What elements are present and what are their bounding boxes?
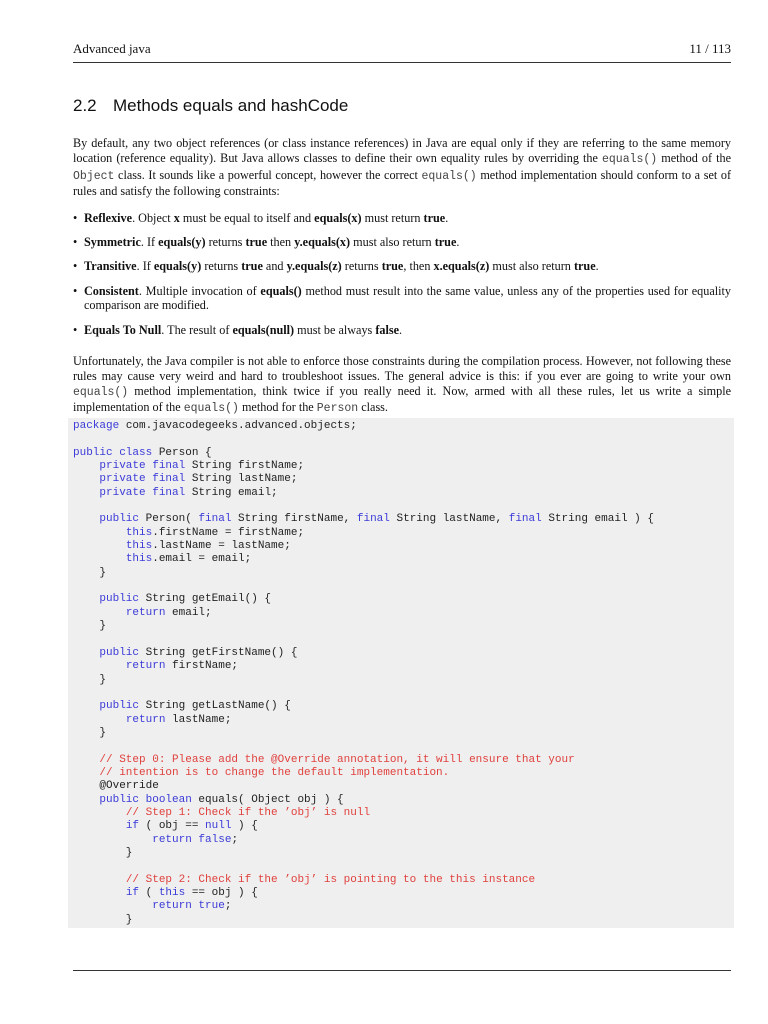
code-text: ) { <box>231 820 258 833</box>
code-keyword: false <box>191 833 232 846</box>
term: Reflexive <box>84 211 133 225</box>
code-text <box>73 807 126 819</box>
text-run: . Multiple invocation of <box>138 283 261 298</box>
text-run: . If <box>136 259 154 274</box>
code-text <box>73 513 99 525</box>
text-run: . If <box>140 235 159 250</box>
code-text <box>73 700 99 712</box>
code-text: } <box>73 566 107 579</box>
bold-run: x <box>173 211 180 225</box>
code-text: String firstName, <box>231 513 357 526</box>
inline-code: equals() <box>183 402 239 416</box>
code-text: com.javacodegeeks.advanced.objects; <box>119 420 357 432</box>
bold-run: x.equals(z) <box>433 259 490 274</box>
code-keyword: this <box>158 887 186 900</box>
text-run: class. It sounds like a powerful concept, however the correct <box>114 167 422 182</box>
code-keyword: private <box>99 473 146 486</box>
code-line <box>73 874 535 886</box>
code-text: String email; <box>185 486 278 499</box>
code-keyword: final <box>198 513 232 526</box>
code-comment: // intention is to change the default implementation. <box>99 766 450 779</box>
code-text: } <box>73 913 133 926</box>
code-keyword: final <box>145 486 186 499</box>
code-keyword: final <box>508 513 542 526</box>
code-text <box>73 647 99 659</box>
code-text <box>73 540 126 552</box>
code-keyword: package <box>73 420 120 432</box>
text-run: . Object <box>132 211 174 225</box>
page-number: 11 / 113 <box>689 41 731 56</box>
code-text: Person { <box>152 446 212 459</box>
code-text <box>73 660 126 672</box>
code-keyword: this <box>125 540 153 553</box>
code-keyword: class <box>112 446 153 459</box>
code-keyword: public <box>99 593 140 606</box>
code-text <box>73 553 126 565</box>
code-text <box>73 794 99 806</box>
code-text <box>73 473 99 485</box>
code-line <box>73 447 212 459</box>
code-text: ( obj == <box>139 820 206 833</box>
code-text: String getLastName() { <box>139 700 291 713</box>
text-run: must also return <box>350 235 435 250</box>
code-text: } <box>73 726 107 739</box>
bold-run: equals(null) <box>232 322 295 337</box>
text-run: method implementation should conform to a set of rules and satisfy the following constraints: <box>73 167 732 199</box>
code-line <box>73 593 271 605</box>
code-text: firstName; <box>165 660 239 673</box>
inline-code: Object <box>73 169 115 183</box>
code-text <box>73 900 152 912</box>
text-run: . <box>595 259 599 274</box>
code-line <box>73 674 106 686</box>
header-divider <box>73 62 731 63</box>
constraints-list <box>73 211 731 337</box>
code-text: String lastName, <box>389 513 509 526</box>
code-text <box>73 460 99 472</box>
inline-code: Person <box>316 402 359 416</box>
code-line <box>73 714 231 726</box>
code-line <box>73 460 304 472</box>
code-text: String lastName; <box>185 473 298 486</box>
code-line <box>73 914 132 926</box>
code-keyword: if <box>125 887 140 900</box>
code-text: email; <box>165 606 212 619</box>
code-keyword: public <box>73 446 113 459</box>
code-text <box>73 834 152 846</box>
code-line <box>73 834 238 846</box>
code-line <box>73 620 106 632</box>
code-line <box>73 647 297 659</box>
bold-run: y.equals(z) <box>286 259 342 274</box>
code-line <box>73 847 132 859</box>
code-line <box>73 567 106 579</box>
code-keyword: this <box>125 526 153 539</box>
bold-run: true <box>245 235 268 250</box>
code-line <box>73 607 212 619</box>
code-line <box>73 780 159 792</box>
code-text: .firstName = firstName; <box>152 526 305 539</box>
text-run: By default, any two object references (or class instance references) in Java are equal only if they are referring to the same memory location (reference equality). But Java allows classes to define their own equality rules by overriding the <box>73 136 731 165</box>
code-keyword: boolean <box>139 793 192 806</box>
code-keyword: null <box>205 820 232 833</box>
text-run: class. <box>358 400 388 415</box>
bold-run: equals(y) <box>158 235 206 250</box>
code-text: lastName; <box>165 713 232 726</box>
bold-run: true <box>381 259 404 274</box>
code-text <box>73 767 99 779</box>
text-run: then <box>267 235 295 250</box>
code-text <box>73 714 126 726</box>
list-item <box>73 211 731 226</box>
code-text <box>73 487 99 499</box>
code-text <box>73 607 126 619</box>
code-text: String getEmail() { <box>139 593 272 606</box>
text-run: must be always <box>294 322 376 337</box>
text-run: method implementation, think twice if you really need it. Now, armed with all these rules, let us write a simple implementation of the <box>73 383 731 415</box>
code-text <box>73 754 99 766</box>
bold-run: true <box>423 211 446 225</box>
section-heading <box>73 96 348 116</box>
code-text: String email ) { <box>541 513 654 526</box>
list-item <box>73 323 731 338</box>
code-keyword: return <box>125 660 166 673</box>
code-text: .lastName = lastName; <box>152 540 291 553</box>
code-text: == obj ) { <box>185 887 258 900</box>
code-line <box>73 794 344 806</box>
intro-paragraph <box>73 136 731 199</box>
text-run: and <box>262 259 287 274</box>
code-line <box>73 900 231 912</box>
text-run: , then <box>403 259 434 274</box>
inline-code: equals() <box>73 385 129 399</box>
code-comment: // Step 1: Check if the ’obj’ is null <box>125 806 371 819</box>
term: Transitive <box>84 259 137 274</box>
code-keyword: final <box>356 513 390 526</box>
section-number: 2.2 <box>73 96 97 115</box>
code-line <box>73 767 449 779</box>
code-line <box>73 527 304 539</box>
code-keyword: final <box>145 473 186 486</box>
code-text <box>73 593 99 605</box>
code-block <box>73 420 654 927</box>
code-text: String getFirstName() { <box>139 646 298 659</box>
list-item <box>73 235 731 250</box>
code-line <box>73 420 357 432</box>
inline-code: equals() <box>601 152 658 166</box>
term: Symmetric <box>84 235 141 250</box>
bold-run: equals(y) <box>153 259 202 274</box>
code-text: ; <box>224 900 232 913</box>
code-text <box>73 820 126 832</box>
code-keyword: final <box>145 460 186 473</box>
bold-run: equals() <box>260 283 302 298</box>
bold-run: equals(x) <box>314 211 362 225</box>
code-keyword: true <box>191 900 225 913</box>
bold-run: y.equals(x) <box>294 235 351 250</box>
code-line <box>73 553 251 565</box>
code-text: @Override <box>73 780 159 793</box>
code-text <box>73 527 126 539</box>
code-line <box>73 820 258 832</box>
running-title: Advanced java <box>73 41 151 56</box>
code-comment: // Step 2: Check if the ’obj’ is pointing to the this instance <box>125 873 536 886</box>
code-keyword: return <box>152 833 192 846</box>
section-title-text: Methods equals and hashCode <box>113 96 349 115</box>
text-run: must be equal to itself and <box>179 211 315 225</box>
code-keyword: public <box>99 646 140 659</box>
code-comment: // Step 0: Please add the @Override annotation, it will ensure that your <box>99 753 575 766</box>
code-keyword: public <box>99 793 140 806</box>
code-keyword: private <box>99 486 146 499</box>
code-keyword: private <box>99 460 146 473</box>
code-line <box>73 660 238 672</box>
code-text: } <box>73 673 107 686</box>
text-run: method of the <box>657 150 731 165</box>
code-keyword: return <box>152 900 192 913</box>
code-listing <box>68 418 734 928</box>
code-line <box>73 754 575 766</box>
text-run: . <box>445 211 449 225</box>
text-run: must return <box>361 211 424 225</box>
code-line <box>73 513 654 525</box>
code-text: String firstName; <box>185 460 305 473</box>
code-keyword: return <box>125 713 166 726</box>
list-item <box>73 259 731 274</box>
code-line <box>73 473 297 485</box>
text-run: Unfortunately, the Java compiler is not able to enforce those constraints during the compilation process. However, not following these rules may cause very weird and hard to troubleshoot issues. The general advice is this: if you ever are going to write your own <box>73 354 731 383</box>
term: Consistent <box>84 283 139 298</box>
text-run: must also return <box>489 259 574 274</box>
text-run: returns <box>201 259 242 274</box>
code-text: equals( Object obj ) { <box>191 793 344 806</box>
inline-code: equals() <box>421 169 477 183</box>
bold-run: true <box>241 259 263 274</box>
code-text: ( <box>139 887 159 900</box>
code-keyword: return <box>125 606 166 619</box>
code-text: } <box>73 847 133 859</box>
code-text: } <box>73 620 107 633</box>
code-text <box>73 874 126 886</box>
code-keyword: public <box>99 700 140 713</box>
code-line <box>73 540 291 552</box>
body-paragraph <box>73 354 731 417</box>
term: Equals To Null <box>84 322 162 337</box>
code-line <box>73 887 258 899</box>
code-keyword: if <box>125 820 140 833</box>
text-run: method must result into the same value, unless any of the properties used for equality comparison are modified. <box>84 283 731 313</box>
text-run: returns <box>341 259 382 274</box>
bold-run: true <box>434 235 457 250</box>
page-header <box>73 41 731 59</box>
bold-run: false <box>375 322 400 337</box>
text-run: . The result of <box>161 322 233 337</box>
bold-run: true <box>573 259 596 274</box>
text-run: . <box>399 322 403 337</box>
list-item <box>73 284 731 314</box>
code-text: .email = email; <box>152 553 252 566</box>
code-keyword: this <box>125 553 153 566</box>
code-text: Person( <box>139 513 199 526</box>
code-text: ; <box>231 833 239 846</box>
code-line <box>73 727 106 739</box>
text-run: returns <box>205 235 246 250</box>
text-run: method for the <box>238 400 317 415</box>
text-run: . <box>456 235 460 250</box>
code-line <box>73 487 278 499</box>
code-line <box>73 807 370 819</box>
code-text <box>73 887 126 899</box>
code-keyword: public <box>99 513 140 526</box>
footer-divider <box>73 970 731 971</box>
code-line <box>73 700 291 712</box>
